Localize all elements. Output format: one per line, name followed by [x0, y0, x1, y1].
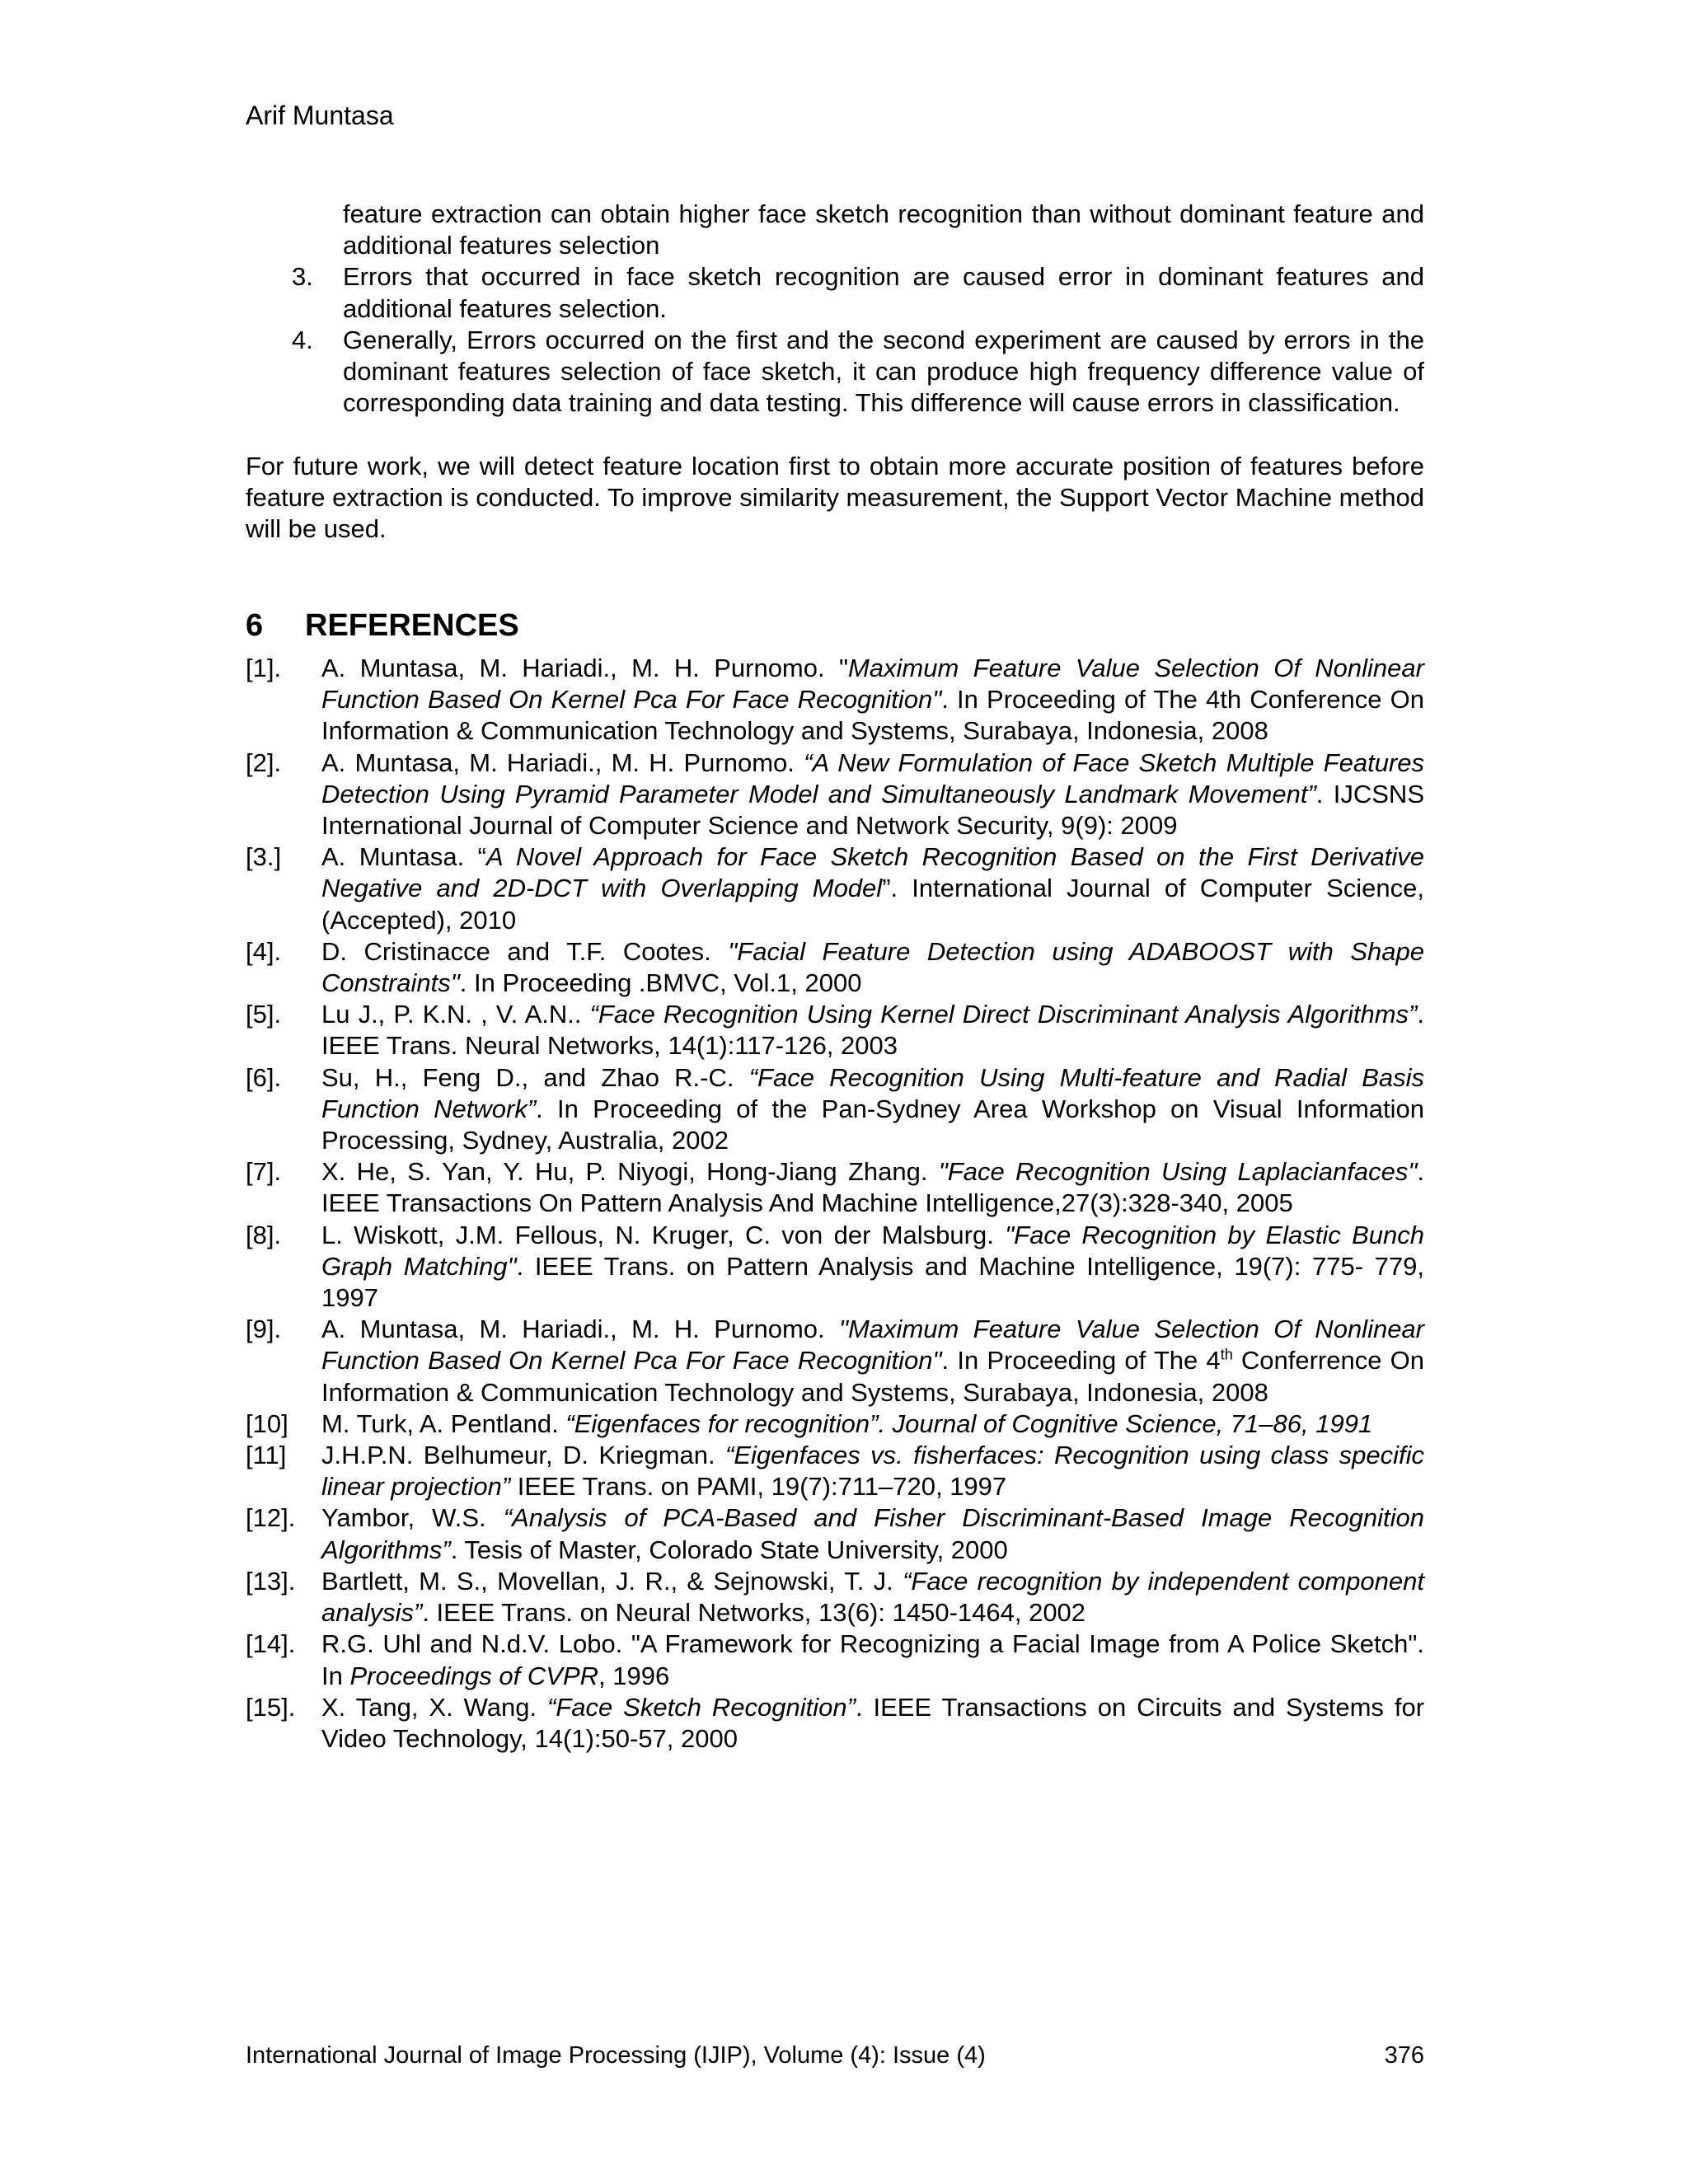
reference-number: [15]. [246, 1692, 296, 1722]
reference-authors: Yambor, W.S. [321, 1503, 504, 1533]
conclusion-item-number: 3. [292, 262, 313, 292]
reference-text [321, 999, 1424, 1062]
reference-title: “Face Sketch Recognition” [547, 1692, 856, 1722]
future-work-paragraph: For future work, we will detect feature location first to obtain more accurate position of features before feature extraction is conducted. To improve similarity measurement, the Support Vector Machine method will be used. [246, 452, 1424, 544]
reference-number: [10] [246, 1408, 288, 1438]
reference-list [246, 653, 1424, 1755]
reference-authors: Su, H., Feng D., and Zhao R.-C. [321, 1062, 749, 1092]
reference-venue: . IEEE Trans. on Pattern Analysis and Machine Intelligence, 19(7): 775- 779, 1997 [321, 1251, 1425, 1313]
reference-title: “Face recognition by independent component analysis” [321, 1566, 1425, 1628]
reference-title: Maximum Feature Value Selection Of Nonlinear Function Based On Kernel Pca For Face Recognition" [321, 654, 1424, 715]
conclusion-list [246, 199, 1424, 419]
reference-text [321, 936, 1424, 999]
reference-entry [246, 1692, 1424, 1755]
running-header-author: Arif Muntasa [246, 101, 394, 130]
conclusion-item-text: Generally, Errors occurred on the first and the second experiment are caused by errors in the dominant features selection of face sketch, it can produce high frequency difference value of corresponding data training and data testing. This difference will cause errors in classification. [343, 325, 1424, 418]
reference-title: "Face Recognition by Elastic Bunch Graph Matching" [321, 1220, 1424, 1281]
reference-title: “Face Recognition Using Kernel Direct Discriminant Analysis Algorithms” [589, 1000, 1418, 1029]
page-footer [246, 2041, 1424, 2070]
reference-title: "Face Recognition Using Laplacianfaces" [938, 1157, 1418, 1187]
reference-venue: IEEE Trans. on PAMI, 19(7):711–720, 1997 [510, 1472, 1007, 1502]
reference-authors: Lu J., P. K.N. , V. A.N.. [321, 1000, 590, 1029]
reference-title: A Novel Approach for Face Sketch Recognition Based on the First Derivative Negative and 2D-DCT with Overlapping Model [321, 842, 1425, 903]
reference-number: [8]. [246, 1220, 282, 1249]
reference-superscript: th [1220, 1347, 1233, 1364]
reference-venue: . IEEE Transactions on Circuits and Systems for Video Technology, 14(1):50-57, 2000 [321, 1692, 1425, 1753]
reference-text [321, 748, 1424, 842]
conclusion-item-text: Errors that occurred in face sketch recognition are caused error in dominant features and additional features selection. [343, 262, 1424, 323]
reference-number: [2]. [246, 748, 282, 777]
reference-entry [246, 999, 1424, 1062]
reference-authors: A. Muntasa, M. Hariadi., M. H. Purnomo. [321, 748, 804, 777]
reference-title: "Facial Feature Detection using ADABOOST with Shape Constraints" [321, 936, 1425, 998]
reference-number: [7]. [246, 1157, 282, 1187]
reference-venue: . In Proceeding of The 4th Conference On Information & Communication Technology and Systems, Surabaya, Indonesia, 2008 [321, 685, 1424, 746]
reference-number: [13]. [246, 1566, 296, 1596]
footer-page-number: 376 [1384, 2042, 1424, 2069]
reference-number: [12]. [246, 1503, 296, 1533]
reference-text [321, 1156, 1424, 1219]
reference-venue: . IJCSNS International Journal of Computer Science and Network Security, 9(9): 2009 [321, 779, 1424, 841]
reference-authors: M. Turk, A. Pentland. [321, 1408, 566, 1438]
section-title: REFERENCES [305, 608, 519, 643]
reference-number: [3.] [246, 842, 282, 872]
reference-authors: L. Wiskott, J.M. Fellous, N. Kruger, C. von der Malsburg. [321, 1220, 1006, 1249]
reference-entry [246, 1408, 1424, 1440]
reference-entry [246, 936, 1424, 999]
reference-entry [246, 1629, 1424, 1691]
reference-text [321, 1629, 1424, 1691]
reference-venue: . In Proceeding of The 4 [941, 1346, 1221, 1376]
reference-text [321, 1440, 1424, 1502]
footer-journal: International Journal of Image Processing (IJIP), Volume (4): Issue (4) [246, 2042, 986, 2069]
reference-venue: . IEEE Transactions On Pattern Analysis And Machine Intelligence,27(3):328-340, 2005 [321, 1157, 1424, 1218]
reference-text [321, 1502, 1424, 1565]
reference-entry [246, 1220, 1424, 1315]
reference-venue-continued: Conferrence On Information & Communication Technology and Systems, Surabaya, Indonesia, 2008 [321, 1346, 1424, 1407]
reference-title: Proceedings of CVPR [349, 1661, 599, 1690]
reference-venue: . In Proceeding of the Pan-Sydney Area Workshop on Visual Information Processing, Sydney, Australia, 2002 [321, 1094, 1424, 1155]
reference-number: [11] [246, 1441, 287, 1470]
conclusion-item [246, 325, 1424, 419]
section-number: 6 [246, 608, 264, 643]
conclusion-item [246, 261, 1424, 324]
reference-title: “Face Recognition Using Multi-feature and Radial Basis Function Network” [321, 1062, 1424, 1123]
reference-entry [246, 841, 1424, 936]
reference-entry [246, 1156, 1424, 1219]
reference-number: [5]. [246, 1000, 282, 1029]
reference-number: [6]. [246, 1062, 282, 1092]
reference-authors: Bartlett, M. S., Movellan, J. R., & Sejnowski, T. J. [321, 1566, 903, 1596]
reference-entry [246, 748, 1424, 842]
reference-text [321, 1692, 1424, 1755]
reference-title: “A New Formulation of Face Sketch Multiple Features Detection Using Pyramid Parameter Model and Simultaneously Landmark Movement” [321, 748, 1425, 808]
reference-venue: . In Proceeding .BMVC, Vol.1, 2000 [459, 968, 862, 998]
reference-authors: A. Muntasa, M. Hariadi., M. H. Purnomo. " [321, 654, 848, 682]
reference-text [321, 653, 1424, 748]
reference-venue: . IEEE Trans. on Neural Networks, 13(6): 1450-1464, 2002 [422, 1598, 1086, 1628]
reference-number: [4]. [246, 936, 282, 966]
reference-authors: J.H.P.N. Belhumeur, D. Kriegman. [321, 1441, 726, 1470]
reference-authors: X. Tang, X. Wang. [321, 1692, 548, 1722]
reference-venue: . Tesis of Master, Colorado State University, 2000 [450, 1535, 1008, 1564]
reference-title: “Eigenfaces for recognition”. Journal of Cognitive Science, 71–86, 1991 [565, 1408, 1373, 1438]
reference-authors: R.G. Uhl and N.d.V. Lobo. "A Framework for Recognizing a Facial Image from A Police Sketch". In [321, 1629, 1424, 1690]
reference-entry [246, 1440, 1424, 1502]
reference-venue: , 1996 [598, 1661, 670, 1690]
reference-title: "Maximum Feature Value Selection Of Nonlinear Function Based On Kernel Pca For Face Recognition" [321, 1315, 1425, 1376]
reference-title: “Eigenfaces vs. fisherfaces: Recognition using class specific linear projection” [321, 1441, 1424, 1502]
reference-entry [246, 1502, 1424, 1565]
reference-authors: X. He, S. Yan, Y. Hu, P. Niyogi, Hong-Jiang Zhang. [321, 1157, 939, 1187]
reference-venue: ”. International Journal of Computer Science, (Accepted), 2010 [321, 874, 1425, 935]
conclusion-item-number: 4. [292, 325, 313, 354]
section-heading [246, 607, 519, 644]
reference-text [321, 1062, 1424, 1157]
reference-entry [246, 1566, 1424, 1629]
reference-text [321, 1220, 1424, 1315]
reference-title: “Analysis of PCA-Based and Fisher Discriminant-Based Image Recognition Algorithms” [321, 1503, 1425, 1564]
reference-authors: A. Muntasa, M. Hariadi., M. H. Purnomo. [321, 1315, 839, 1344]
reference-number: [14]. [246, 1629, 296, 1659]
reference-authors: D. Cristinacce and T.F. Cootes. [321, 936, 729, 966]
reference-authors: A. Muntasa. “ [321, 842, 486, 872]
reference-entry [246, 1314, 1424, 1408]
reference-venue: . IEEE Trans. Neural Networks, 14(1):117-126, 2003 [321, 1000, 1424, 1061]
reference-text [321, 1314, 1424, 1408]
conclusion-continuation: feature extraction can obtain higher face sketch recognition than without dominant feature and additional features selection [343, 199, 1424, 260]
reference-number: [1]. [246, 654, 282, 682]
reference-text [321, 1566, 1424, 1629]
reference-number: [9]. [246, 1315, 282, 1344]
reference-text [321, 1408, 1424, 1440]
reference-entry [246, 653, 1424, 748]
reference-entry [246, 1062, 1424, 1157]
reference-text [321, 841, 1424, 936]
